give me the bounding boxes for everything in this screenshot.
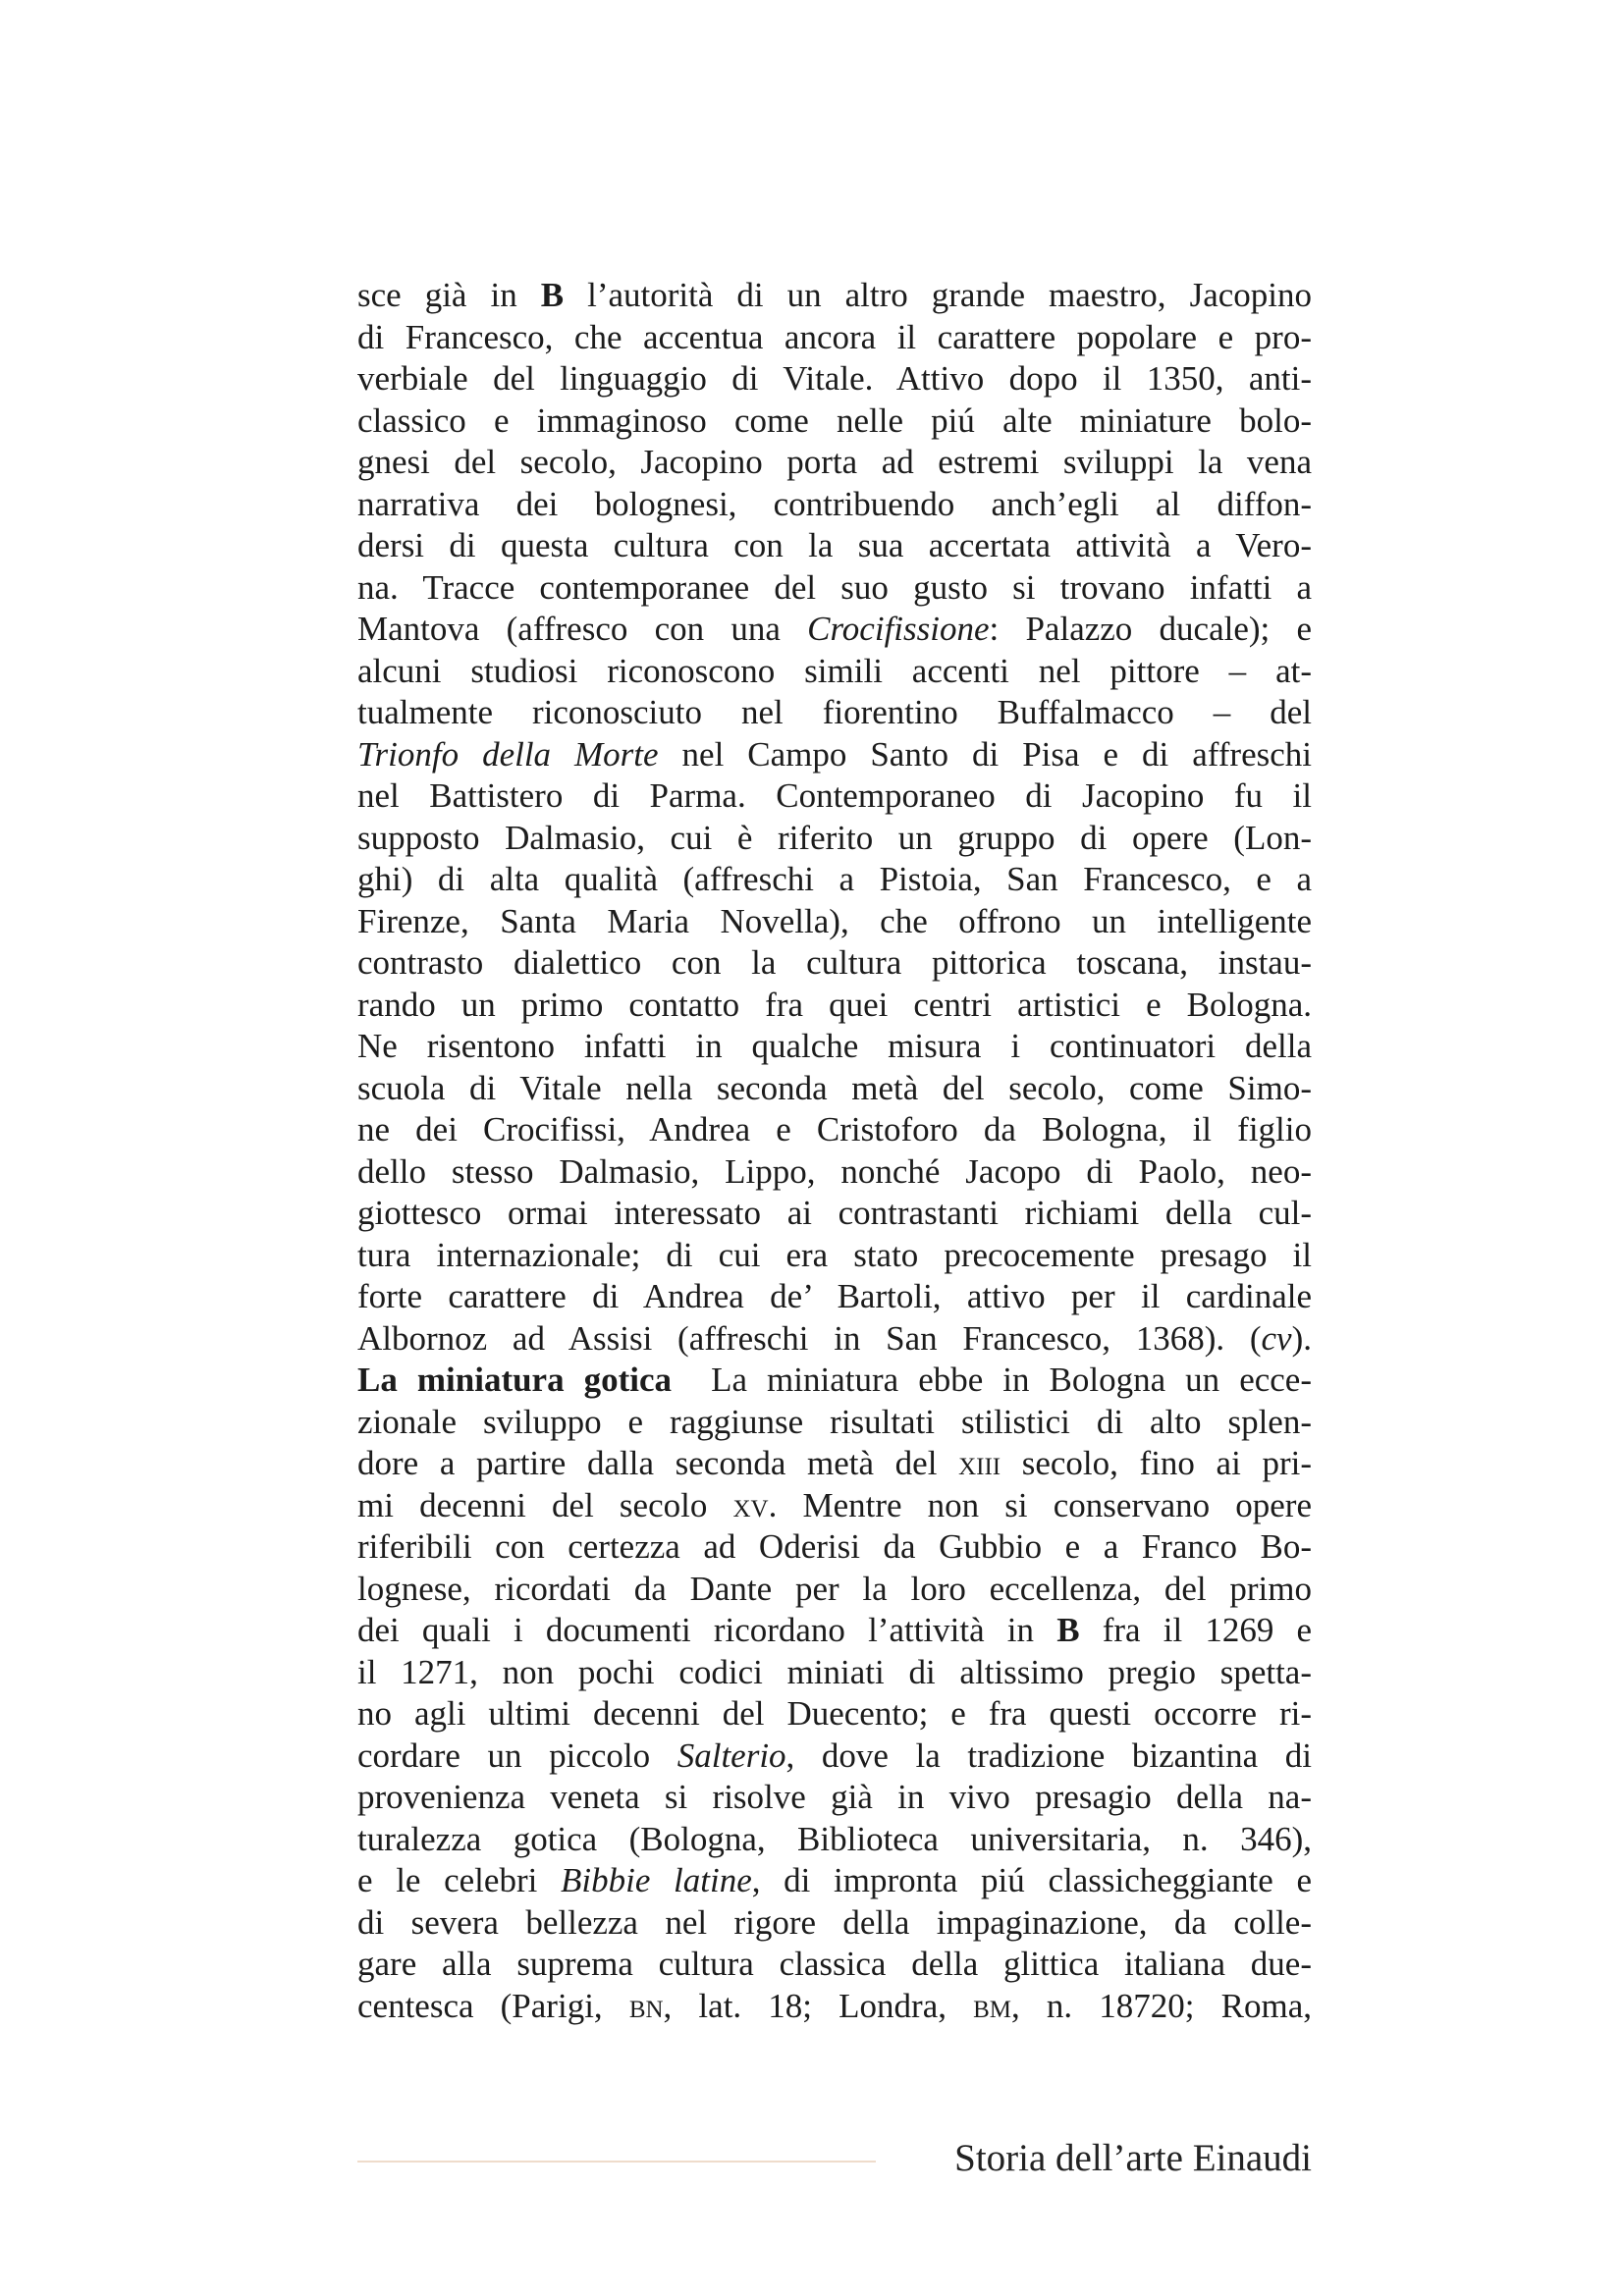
text-line	[357, 1860, 1312, 1902]
text-run: Bibbie latine	[561, 1861, 752, 1899]
text-line	[357, 985, 1312, 1027]
text-run: B	[540, 276, 565, 314]
text-run: turalezza gotica (Bologna, Biblioteca universitaria, n. 346),	[357, 1819, 1312, 1858]
text-line	[357, 1610, 1312, 1652]
text-run: il 1271, non pochi codici miniati di altissimo pregio spetta-	[357, 1652, 1312, 1691]
text-run: supposto Dalmasio, cui è riferito un gruppo di opere (Lon-	[357, 818, 1312, 857]
text-line	[357, 692, 1312, 734]
text-run: bm	[973, 1986, 1012, 2025]
text-line	[357, 1443, 1312, 1485]
text-run: nel Battistero di Parma. Contemporaneo di Jacopino fu il	[357, 776, 1312, 815]
text-run: cordare un piccolo	[357, 1735, 677, 1775]
text-line	[357, 1276, 1312, 1318]
text-run: forte carattere di Andrea de’ Bartoli, attivo per il cardinale	[357, 1277, 1312, 1315]
text-run: mi decenni del secolo	[357, 1485, 733, 1524]
text-line	[357, 1360, 1312, 1402]
text-run: verbiale del linguaggio di Vitale. Attivo dopo il 1350, anti-	[357, 359, 1312, 398]
text-line	[357, 1735, 1312, 1778]
text-run: ).	[1291, 1318, 1312, 1358]
text-run: narrativa dei bolognesi, contribuendo anch’egli al diffon-	[357, 484, 1312, 523]
text-run: dersi di questa cultura con la sua accertata attività a Vero-	[357, 526, 1312, 564]
text-line	[357, 1526, 1312, 1569]
text-run: Trionfo della Morte	[357, 734, 659, 774]
text-run: rando un primo contatto fra quei centri artistici e Bologna.	[357, 985, 1312, 1024]
text-run: alcuni studiosi riconoscono simili accenti nel pittore – at-	[357, 651, 1312, 690]
text-line	[357, 1693, 1312, 1735]
text-line	[357, 1026, 1312, 1068]
text-run: giottesco ormai interessato ai contrastanti richiami della cul-	[357, 1194, 1312, 1232]
text-line	[357, 317, 1312, 359]
text-run: , lat. 18; Londra,	[663, 1986, 974, 2025]
text-run: Ne risentono infatti in qualche misura i continuatori della	[357, 1027, 1312, 1065]
text-line	[357, 1902, 1312, 1945]
text-line	[357, 1944, 1312, 1986]
text-run: Crocifissione	[807, 610, 990, 648]
text-line	[357, 525, 1312, 567]
text-line	[357, 275, 1312, 317]
text-line	[357, 1777, 1312, 1819]
text-line	[357, 651, 1312, 693]
body-text	[357, 275, 1312, 2027]
text-line	[357, 1569, 1312, 1611]
text-run: . Mentre non si conservano opere	[768, 1485, 1312, 1524]
text-run: Mantova (affresco con una	[357, 610, 808, 648]
text-line	[357, 442, 1312, 484]
text-run: na. Tracce contemporanee del suo gusto si trovano infatti a	[357, 567, 1312, 607]
footer-publication-title: Storia dell’arte Einaudi	[954, 2137, 1312, 2179]
text-run: riferibili con certezza ad Oderisi da Gubbio e a Franco Bo-	[357, 1527, 1312, 1566]
text-line	[357, 1318, 1312, 1361]
text-line	[357, 1109, 1312, 1151]
text-line	[357, 1819, 1312, 1861]
text-run: Albornoz ad Assisi (affreschi in San Francesco, 1368). (	[357, 1318, 1262, 1358]
text-run: secolo, fino ai pri-	[1001, 1444, 1312, 1482]
text-line	[357, 567, 1312, 610]
text-line	[357, 775, 1312, 818]
text-line	[357, 734, 1312, 776]
text-line	[357, 609, 1312, 651]
text-run: scuola di Vitale nella seconda metà del secolo, come Simo-	[357, 1068, 1312, 1107]
text-run: provenienza veneta si risolve già in vivo presagio della na-	[357, 1778, 1312, 1816]
text-run: dore a partire dalla seconda metà del	[357, 1444, 959, 1482]
text-run: ghi) di alta qualità (affreschi a Pistoia, San Francesco, e a	[357, 860, 1312, 898]
text-run: gare alla suprema cultura classica della glittica italiana due-	[357, 1945, 1312, 1983]
text-line	[357, 1652, 1312, 1694]
text-run: no agli ultimi decenni del Duecento; e fra questi occorre ri-	[357, 1694, 1312, 1733]
text-run: tura internazionale; di cui era stato precocemente presago il	[357, 1235, 1312, 1274]
text-run: ne dei Crocifissi, Andrea e Cristoforo da Bologna, il figlio	[357, 1110, 1312, 1148]
text-run: , di impronta piú classicheggiante e	[751, 1861, 1312, 1899]
text-run: di Francesco, che accentua ancora il carattere popolare e pro-	[357, 317, 1312, 356]
text-run: fra il 1269 e	[1079, 1611, 1313, 1649]
text-line	[357, 1485, 1312, 1527]
text-line	[357, 1193, 1312, 1235]
text-run: classico e immaginoso come nelle piú alte miniature bolo-	[357, 400, 1312, 440]
text-line	[357, 1151, 1312, 1194]
text-line	[357, 859, 1312, 901]
text-run: B	[1056, 1611, 1080, 1649]
text-run: lognese, ricordati da Dante per la loro eccellenza, del primo	[357, 1569, 1312, 1608]
text-line	[357, 400, 1312, 443]
text-line	[357, 484, 1312, 526]
text-run: xiii	[958, 1444, 1001, 1482]
text-line	[357, 818, 1312, 860]
text-line	[357, 901, 1312, 943]
text-run: dello stesso Dalmasio, Lippo, nonché Jacopo di Paolo, neo-	[357, 1151, 1312, 1191]
text-line	[357, 1068, 1312, 1110]
text-run: , dove la tradizione bizantina di	[785, 1735, 1312, 1775]
text-run: La miniatura ebbe in Bologna un ecce-	[672, 1361, 1312, 1399]
text-run: zionale sviluppo e raggiunse risultati stilistici di alto splen-	[357, 1402, 1312, 1441]
text-run: nel Campo Santo di Pisa e di affreschi	[658, 734, 1312, 774]
text-line	[357, 1235, 1312, 1277]
text-run: Salterio	[676, 1735, 786, 1775]
text-line	[357, 942, 1312, 985]
text-run: centesca (Parigi,	[357, 1986, 629, 2025]
text-run: La miniatura gotica	[357, 1361, 673, 1399]
text-run: tualmente riconosciuto nel fiorentino Buffalmacco – del	[357, 693, 1312, 731]
text-run: , n. 18720; Roma,	[1011, 1986, 1313, 2025]
text-run: cv	[1261, 1318, 1292, 1358]
text-line	[357, 1402, 1312, 1444]
text-run: di severa bellezza nel rigore della impaginazione, da colle-	[357, 1902, 1312, 1942]
text-run: bn	[628, 1986, 664, 2025]
text-run: l’autorità di un altro grande maestro, Jacopino	[564, 276, 1312, 314]
text-run: e le celebri	[357, 1861, 561, 1899]
text-line	[357, 1986, 1312, 2028]
text-run: dei quali i documenti ricordano l’attività in	[357, 1611, 1057, 1649]
text-run: sce già in	[357, 276, 541, 314]
text-run: Firenze, Santa Maria Novella), che offrono un intelligente	[357, 901, 1312, 940]
text-run: xv	[732, 1485, 769, 1524]
text-run: : Palazzo ducale); e	[989, 610, 1313, 648]
text-run: contrasto dialettico con la cultura pittorica toscana, instau-	[357, 943, 1312, 982]
text-run: gnesi del secolo, Jacopino porta ad estremi sviluppi la vena	[357, 443, 1312, 481]
text-line	[357, 358, 1312, 400]
footer-rule	[357, 2161, 876, 2163]
